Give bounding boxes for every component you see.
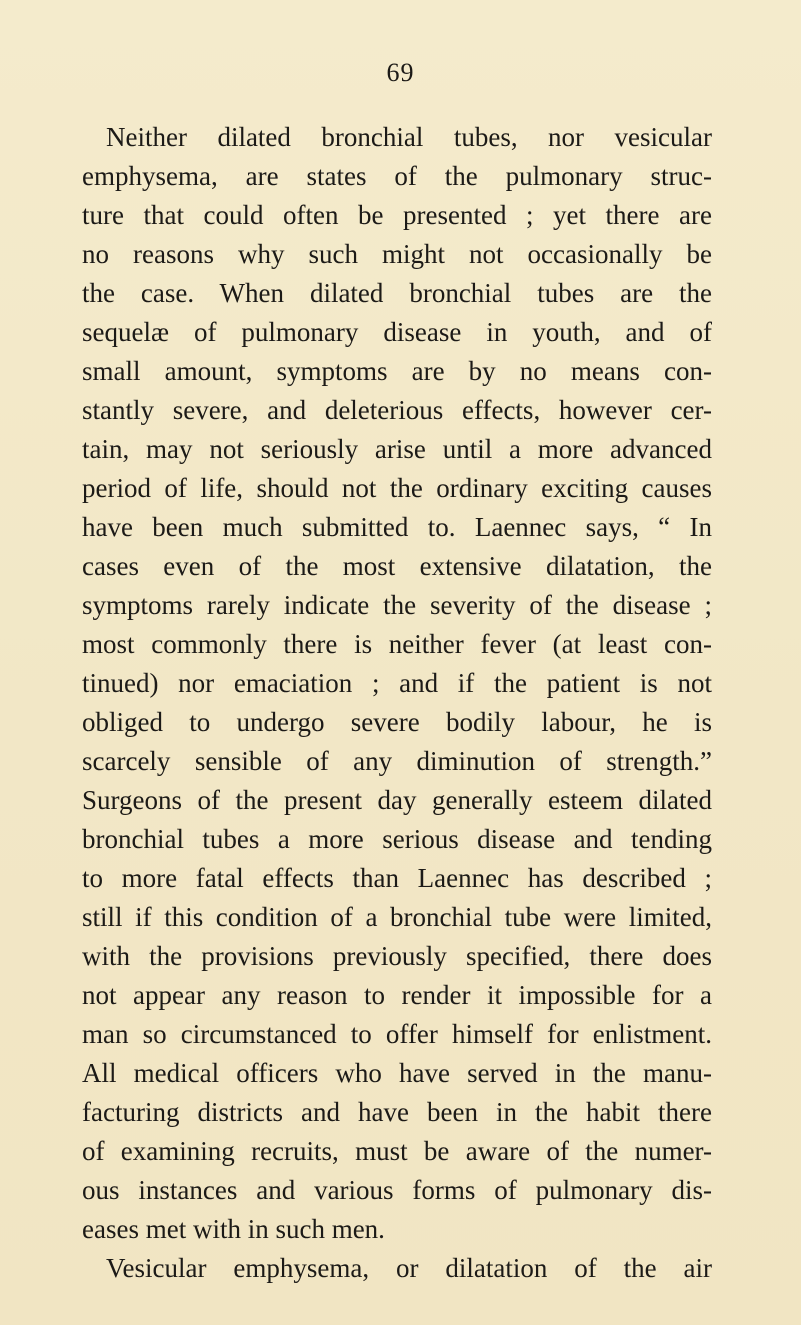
text-line: no reasons why such might not occasionally be (82, 239, 712, 269)
text-line: symptoms rarely indicate the severity of the disease ; (82, 590, 712, 620)
text-line: period of life, should not the ordinary exciting causes (82, 473, 712, 503)
text-line: eases met with in such men. (82, 1214, 385, 1244)
text-line: stantly severe, and deleterious effects, however cer- (82, 395, 712, 425)
body-text (82, 118, 712, 1288)
text-line: ture that could often be presented ; yet there are (82, 200, 712, 230)
text-line: facturing districts and have been in the habit there (82, 1097, 712, 1127)
text-line: tain, may not seriously arise until a more advanced (82, 434, 712, 464)
text-line: obliged to undergo severe bodily labour, he is (82, 707, 712, 737)
text-line: cases even of the most extensive dilatation, the (82, 551, 712, 581)
text-line: Surgeons of the present day generally esteem dilated (82, 785, 712, 815)
text-line: still if this condition of a bronchial tube were limited, (82, 902, 712, 932)
text-line: small amount, symptoms are by no means con- (82, 356, 712, 386)
text-line: not appear any reason to render it impossible for a (82, 980, 712, 1010)
text-line: Neither dilated bronchial tubes, nor vesicular (106, 122, 712, 152)
text-line: Vesicular emphysema, or dilatation of the air (106, 1253, 712, 1283)
page-number: 69 (386, 58, 415, 87)
text-line: most commonly there is neither fever (at least con- (82, 629, 712, 659)
text-line: of examining recruits, must be aware of the numer- (82, 1136, 712, 1166)
text-line: ous instances and various forms of pulmonary dis- (82, 1175, 712, 1205)
text-line: sequelæ of pulmonary disease in youth, and of (82, 317, 712, 347)
text-line: bronchial tubes a more serious disease and tending (82, 824, 712, 854)
text-line: man so circumstanced to offer himself for enlistment. (82, 1019, 712, 1049)
text-line: to more fatal effects than Laennec has described ; (82, 863, 712, 893)
text-line: All medical officers who have served in the manu- (82, 1058, 712, 1088)
text-line: emphysema, are states of the pulmonary struc- (82, 161, 712, 191)
text-line: the case. When dilated bronchial tubes are the (82, 278, 712, 308)
text-line: scarcely sensible of any diminution of strength.” (82, 746, 712, 776)
text-line: have been much submitted to. Laennec says, “ In (82, 512, 712, 542)
text-line: tinued) nor emaciation ; and if the patient is not (82, 668, 712, 698)
text-line: with the provisions previously specified, there does (82, 941, 712, 971)
